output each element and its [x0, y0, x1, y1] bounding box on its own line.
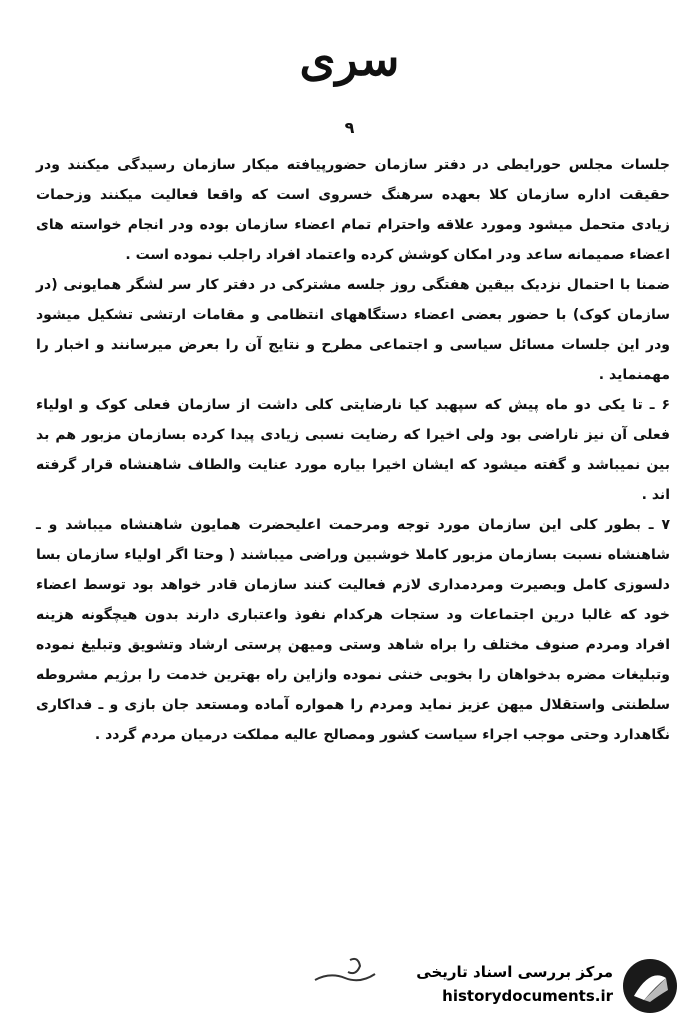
- paragraph-1: جلسات مجلس حورایطی در دفتر سازمان حضورپیافته میکار سازمان رسیدگی میکنند ودر حقیقت اداره سازمان کلا بعهده سرهنگ خسروی است که واقعا فعالیت میکنند وزحمات زیادی متحمل میشود ومورد علاقه واحترام تمام اعضاء سازمان بوده ودر انجام خواسته های اعضاء صمیمانه ساعد ودر امکان کوشش کرده واعتماد افراد راجلب نموده است .: [36, 157, 670, 263]
- paragraph-2: ضمنا با احتمال نزدیک بیقین هفتگی روز جلسه مشترکی در دفتر کار سر لشگر همایونی (در سازمان کوک) با حضور بعضی اعضاء دستگاههای انتظامی و مقامات ارتشی تشکیل میشود ودر این جلسات مسائل سیاسی و اجتماعی مطرح و نتایج آن را بعرض میرسانند و اخبار را مهمنماید .: [36, 277, 670, 383]
- document-title: سری: [299, 32, 400, 86]
- signature-mark: [310, 950, 380, 990]
- document-body: [36, 150, 670, 750]
- footer-watermark: [373, 960, 613, 1008]
- history-documents-logo-icon: [620, 956, 680, 1016]
- footer-org-name: مرکز بررسی اسناد تاریخی: [416, 963, 613, 981]
- paragraph-3: ۶ ـ تا یکی دو ماه پیش که سپهبد کیا نارضایتی کلی داشت از سازمان فعلی کوک و اولیاء فعلی آن نیز ناراضی بود ولی اخیرا که رضایت نسبی زیادی پیدا کرده بسازمان مزبور هم بد بین نمیباشد و گفته میشود که ایشان اخیرا بیاره مورد عنایت والطاف شاهنشاه قرار گرفته اند .: [36, 397, 670, 503]
- footer-website: historydocuments.ir: [442, 987, 613, 1005]
- page-number: ۹: [344, 118, 355, 137]
- paragraph-4: ۷ ـ بطور کلی این سازمان مورد توجه ومرحمت اعلیحضرت همایون شاهنشاه میباشد و ـ شاهنشاه نسبت بسازمان مزبور کاملا خوشبین وراضی میباشند ( وحتا اگر اولیاء سازمان بسا دلسوزی کامل وبصیرت ومردمداری لازم فعالیت کنند سازمان قادر خواهد بود توسط اعضاء خود که غالبا درین اجتماعات ود ستجات هرکدام نفوذ واعتباری دارند بدون هیچگونه هزینه افراد ومردم صنوف مختلف را براه شاهد وستی ومیهن پرستی ارشاد وتشویق وتبلیغ نموده وتبلیغات مضره بدخواهان را بخوبی خنثی نموده وازاین راه بهترین خدمت را برژیم مشروطه سلطنتی واستقلال میهن عزیز نماید ومردم را همواره آماده ومستعد جان بازی و ـ فداکاری نگاهدارد وحتی موجب اجراء سیاست کشور ومصالح عالیه مملکت درمیان مردم گردد .: [36, 517, 670, 743]
